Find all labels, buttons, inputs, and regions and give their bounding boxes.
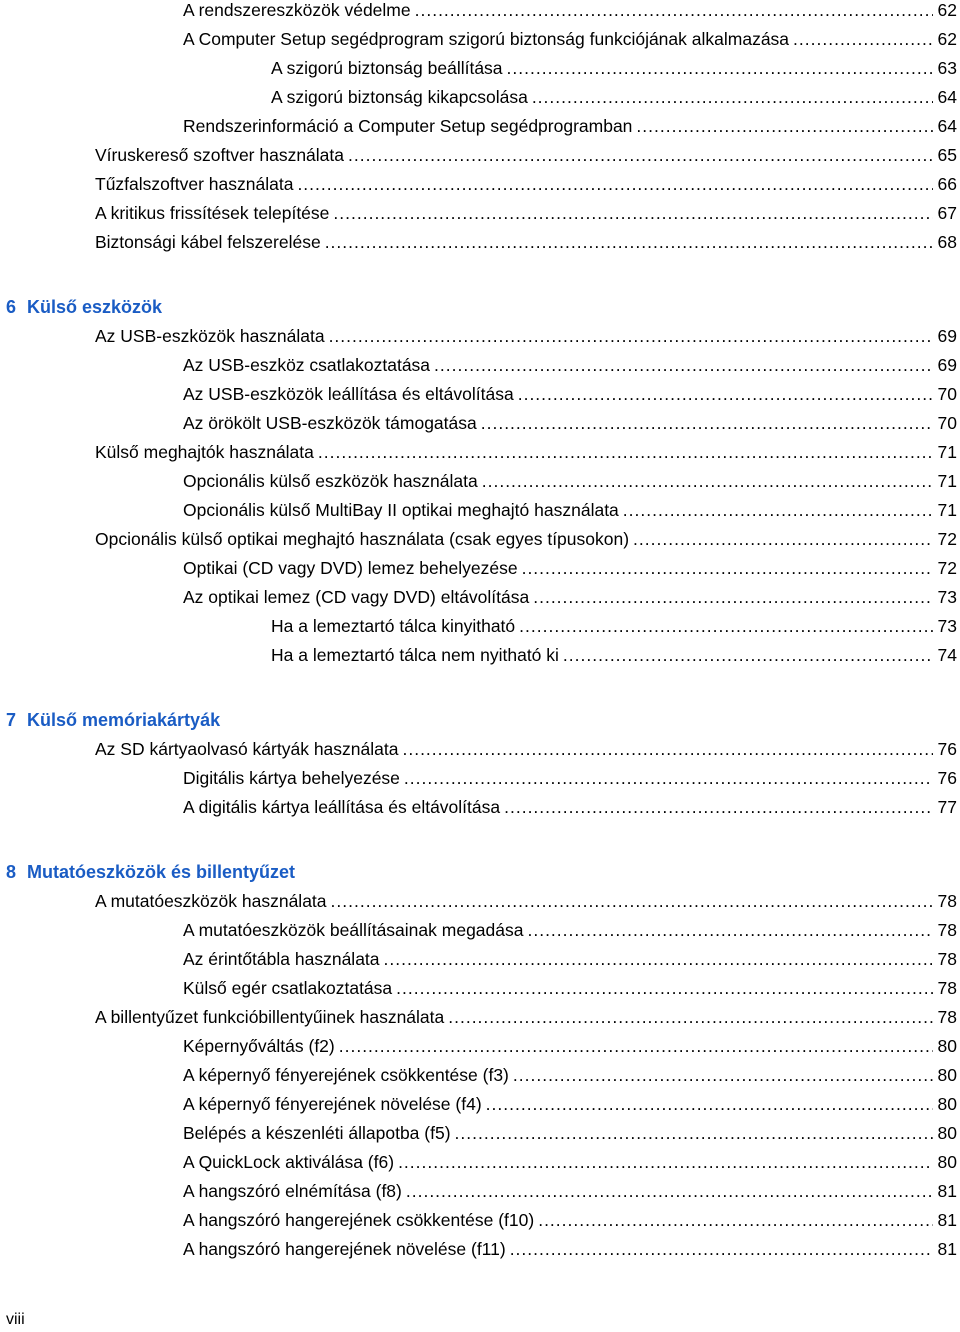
- toc-entry-page: 81: [937, 1181, 957, 1201]
- toc-entry-page: 68: [937, 232, 957, 252]
- toc-entry-page: 72: [937, 529, 957, 549]
- dot-leader: [396, 974, 933, 1002]
- toc-entry-title: A billentyűzet funkcióbillentyűinek használata: [95, 1007, 445, 1027]
- toc-entry-title: Víruskereső szoftver használata: [95, 145, 345, 165]
- chapter-number: 7: [6, 710, 17, 730]
- dot-leader: [518, 380, 933, 408]
- chapter-title: Mutatóeszközök és billentyűzet: [27, 862, 296, 882]
- dot-leader: [318, 438, 933, 466]
- toc-entry-title: Belépés a készenléti állapotba (f5): [183, 1123, 451, 1143]
- dot-leader: [404, 764, 933, 792]
- toc-entry-title: Az USB-eszközök használata: [95, 326, 325, 346]
- chapter-heading[interactable]: [0, 706, 960, 734]
- toc-entry-page: 65: [937, 145, 957, 165]
- toc-entry-page: 67: [937, 203, 957, 223]
- toc-entry-title: A szigorú biztonság beállítása: [271, 58, 503, 78]
- toc-entry-title: Ha a lemeztartó tálca kinyitható: [271, 616, 516, 636]
- toc-entry-title: A hangszóró hangerejének növelése (f11): [183, 1239, 506, 1259]
- toc-entry-page: 72: [937, 558, 957, 578]
- toc-entry[interactable]: [0, 554, 960, 582]
- chapter-number: 6: [6, 297, 17, 317]
- dot-leader: [384, 945, 933, 973]
- toc-entry[interactable]: [0, 1206, 960, 1234]
- toc-entry-title: A képernyő fényerejének növelése (f4): [183, 1094, 482, 1114]
- dot-leader: [527, 916, 933, 944]
- toc-entry[interactable]: [0, 351, 960, 379]
- toc-entry[interactable]: [0, 916, 960, 944]
- toc-entry-title: A hangszóró elnémítása (f8): [183, 1181, 402, 1201]
- toc-entry[interactable]: [0, 793, 960, 821]
- dot-leader: [519, 612, 933, 640]
- dot-leader: [513, 1061, 933, 1089]
- toc-entry[interactable]: [0, 1148, 960, 1176]
- toc-entry[interactable]: [0, 112, 960, 140]
- toc-entry-title: Az SD kártyaolvasó kártyák használata: [95, 739, 399, 759]
- toc-entry[interactable]: [0, 380, 960, 408]
- dot-leader: [402, 735, 933, 763]
- toc-entry-title: A Computer Setup segédprogram szigorú biztonság funkciójának alkalmazása: [183, 29, 790, 49]
- toc-entry-title: A digitális kártya leállítása és eltávolítása: [183, 797, 501, 817]
- chapter-heading[interactable]: [0, 293, 960, 321]
- toc-entry-page: 64: [937, 116, 957, 136]
- dot-leader: [532, 83, 933, 111]
- toc-entry-page: 62: [937, 29, 957, 49]
- dot-leader: [533, 583, 933, 611]
- toc-entry-page: 63: [937, 58, 957, 78]
- toc-entry[interactable]: [0, 141, 960, 169]
- toc-entry[interactable]: [0, 438, 960, 466]
- toc-entry[interactable]: [0, 1177, 960, 1205]
- toc-entry-page: 80: [937, 1036, 957, 1056]
- toc-entry-title: Az USB-eszközök leállítása és eltávolítása: [183, 384, 514, 404]
- toc-entry-page: 77: [937, 797, 957, 817]
- dot-leader: [297, 170, 933, 198]
- toc-entry[interactable]: [0, 1235, 960, 1263]
- toc-entry-title: A rendszereszközök védelme: [183, 0, 411, 20]
- toc-entry-page: 76: [937, 739, 957, 759]
- toc-entry-page: 76: [937, 768, 957, 788]
- toc-entry[interactable]: [0, 945, 960, 973]
- toc-entry[interactable]: [0, 0, 960, 24]
- toc-entry[interactable]: [0, 170, 960, 198]
- dot-leader: [415, 0, 933, 24]
- dot-leader: [434, 351, 933, 379]
- dot-leader: [482, 467, 933, 495]
- toc-entry-page: 74: [937, 645, 957, 665]
- toc-entry-title: Képernyőváltás (f2): [183, 1036, 335, 1056]
- toc-entry-page: 81: [937, 1210, 957, 1230]
- toc-entry-title: Az örökölt USB-eszközök támogatása: [183, 413, 477, 433]
- dot-leader: [406, 1177, 933, 1205]
- toc-entry[interactable]: [0, 887, 960, 915]
- toc-entry-page: 78: [937, 920, 957, 940]
- toc-entry-title: Az USB-eszköz csatlakoztatása: [183, 355, 431, 375]
- toc-entry-title: A szigorú biztonság kikapcsolása: [271, 87, 528, 107]
- toc-entry-title: A kritikus frissítések telepítése: [95, 203, 330, 223]
- toc-entry-page: 80: [937, 1152, 957, 1172]
- dot-leader: [325, 228, 933, 256]
- toc-entry[interactable]: [0, 525, 960, 553]
- toc-entry-title: Optikai (CD vagy DVD) lemez behelyezése: [183, 558, 518, 578]
- chapter-title: Külső eszközök: [27, 297, 163, 317]
- toc-entry[interactable]: [0, 1061, 960, 1089]
- page-number: viii: [6, 1311, 25, 1328]
- toc-entry[interactable]: [0, 322, 960, 350]
- dot-leader: [398, 1148, 933, 1176]
- dot-leader: [510, 1235, 933, 1263]
- toc-entry-title: A képernyő fényerejének csökkentése (f3): [183, 1065, 509, 1085]
- toc-entry[interactable]: [0, 1032, 960, 1060]
- toc-entry[interactable]: [0, 1090, 960, 1118]
- toc-entry[interactable]: [0, 25, 960, 53]
- toc-entry-title: Külső meghajtók használata: [95, 442, 314, 462]
- toc-entry-title: Az optikai lemez (CD vagy DVD) eltávolítása: [183, 587, 530, 607]
- dot-leader: [486, 1090, 933, 1118]
- toc-entry-page: 80: [937, 1123, 957, 1143]
- dot-leader: [636, 112, 933, 140]
- chapter-number: 8: [6, 862, 17, 882]
- toc-entry-page: 64: [937, 87, 957, 107]
- dot-leader: [348, 141, 933, 169]
- toc-entry[interactable]: [0, 409, 960, 437]
- chapter-heading[interactable]: [0, 858, 960, 886]
- toc-entry-page: 62: [937, 0, 957, 20]
- toc-entry-title: Az érintőtábla használata: [183, 949, 380, 969]
- toc-entry-page: 70: [937, 413, 957, 433]
- toc-entry-page: 78: [937, 949, 957, 969]
- toc-entry[interactable]: [0, 583, 960, 611]
- toc-entry-page: 81: [937, 1239, 957, 1259]
- toc-entry[interactable]: [0, 199, 960, 227]
- dot-leader: [563, 641, 933, 669]
- toc-entry[interactable]: [0, 83, 960, 111]
- toc-entry-title: A mutatóeszközök beállításainak megadása: [183, 920, 524, 940]
- toc-entry[interactable]: [0, 612, 960, 640]
- toc-entry[interactable]: [0, 641, 960, 669]
- toc-entry-title: Külső egér csatlakoztatása: [183, 978, 393, 998]
- toc-entry[interactable]: [0, 54, 960, 82]
- toc-entry[interactable]: [0, 496, 960, 524]
- chapter-title: Külső memóriakártyák: [27, 710, 221, 730]
- toc-entry-page: 71: [937, 471, 957, 491]
- toc-entry-page: 71: [937, 500, 957, 520]
- dot-leader: [633, 525, 933, 553]
- dot-leader: [331, 887, 933, 915]
- toc-entry-page: 70: [937, 384, 957, 404]
- toc-entry-page: 71: [937, 442, 957, 462]
- toc-entry-page: 73: [937, 587, 957, 607]
- dot-leader: [507, 54, 933, 82]
- toc-entry-title: Opcionális külső optikai meghajtó használata (csak egyes típusokon): [95, 529, 630, 549]
- toc-entry-page: 69: [937, 355, 957, 375]
- toc-entry[interactable]: [0, 974, 960, 1002]
- toc-entry[interactable]: [0, 228, 960, 256]
- toc-entry-page: 80: [937, 1065, 957, 1085]
- toc-entry-title: Tűzfalszoftver használata: [95, 174, 294, 194]
- toc-entry-title: Opcionális külső MultiBay II optikai meghajtó használata: [183, 500, 619, 520]
- toc-entry[interactable]: [0, 764, 960, 792]
- dot-leader: [793, 25, 933, 53]
- toc-entry-page: 78: [937, 1007, 957, 1027]
- toc-entry-page: 80: [937, 1094, 957, 1114]
- toc-entry-title: Biztonsági kábel felszerelése: [95, 232, 321, 252]
- toc-entry-page: 78: [937, 978, 957, 998]
- toc-entry-title: A mutatóeszközök használata: [95, 891, 327, 911]
- toc-entry-title: Ha a lemeztartó tálca nem nyitható ki: [271, 645, 559, 665]
- dot-leader: [329, 322, 933, 350]
- toc-entry-title: A hangszóró hangerejének csökkentése (f10): [183, 1210, 535, 1230]
- toc-entry[interactable]: [0, 1119, 960, 1147]
- dot-leader: [481, 409, 933, 437]
- dot-leader: [455, 1119, 933, 1147]
- toc-entry[interactable]: [0, 735, 960, 763]
- toc-entry-page: 78: [937, 891, 957, 911]
- toc-entry-title: A QuickLock aktiválása (f6): [183, 1152, 395, 1172]
- dot-leader: [448, 1003, 933, 1031]
- toc-entry[interactable]: [0, 1003, 960, 1031]
- toc-entry-page: 69: [937, 326, 957, 346]
- toc-entry-title: Rendszerinformáció a Computer Setup segédprogramban: [183, 116, 633, 136]
- toc-entry-page: 73: [937, 616, 957, 636]
- dot-leader: [339, 1032, 933, 1060]
- dot-leader: [504, 793, 933, 821]
- dot-leader: [522, 554, 933, 582]
- toc-entry-title: Opcionális külső eszközök használata: [183, 471, 478, 491]
- dot-leader: [623, 496, 933, 524]
- dot-leader: [538, 1206, 933, 1234]
- toc-entry[interactable]: [0, 467, 960, 495]
- toc-entry-title: Digitális kártya behelyezése: [183, 768, 400, 788]
- toc-entry-page: 66: [937, 174, 957, 194]
- dot-leader: [333, 199, 933, 227]
